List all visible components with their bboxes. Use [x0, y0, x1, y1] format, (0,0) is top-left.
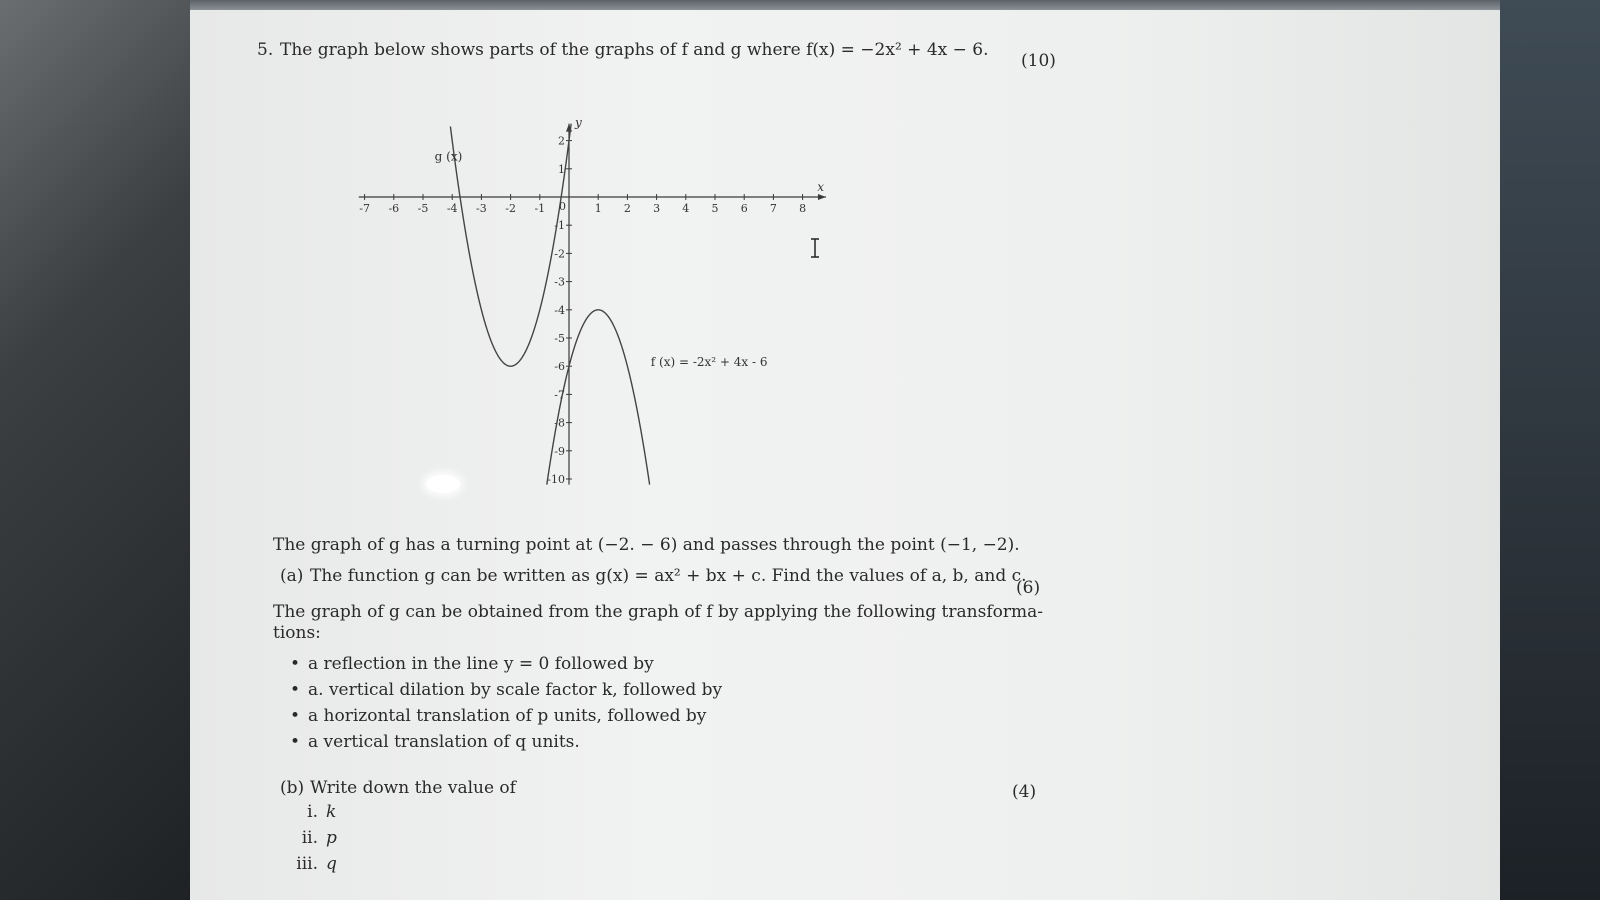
worksheet-page	[190, 10, 1500, 900]
list-item: • a horizontal translation of p units, followed by	[290, 706, 722, 732]
sub-item-var: q	[326, 854, 337, 874]
part-b-marks: (4)	[1012, 782, 1037, 802]
y-tick-label: 2	[558, 134, 565, 148]
question-stem: The graph below shows parts of the graphs of f and g where f(x) = −2x² + 4x − 6.	[280, 40, 989, 60]
y-tick-label: -7	[554, 388, 565, 402]
transform-intro-line2: tions:	[273, 623, 321, 643]
x-tick-label: -2	[505, 202, 516, 215]
graph-curves	[450, 124, 649, 485]
y-tick-label: -4	[554, 303, 565, 317]
y-tick-label: 1	[558, 162, 565, 176]
part-a-text: The function g can be written as g(x) = ax² + bx + c. Find the values of a, b, and c.	[310, 566, 1027, 586]
x-axis-label: x	[817, 180, 824, 194]
x-axis-arrow	[818, 194, 826, 200]
y-axis-label: y	[575, 115, 582, 130]
list-item: • a vertical translation of q units.	[290, 732, 722, 758]
list-item: • a. vertical dilation by scale factor k, followed by	[290, 680, 722, 706]
sub-item-label: iii.	[296, 854, 318, 874]
part-a-marks: (6)	[1016, 578, 1041, 598]
question-marks: (10)	[1021, 51, 1056, 71]
x-tick-label: 4	[682, 202, 690, 215]
y-tick-label: -6	[554, 360, 565, 374]
x-tick-label: 5	[711, 202, 719, 215]
part-b-text: Write down the value of	[310, 778, 516, 798]
sub-item-k	[290, 802, 336, 822]
question-number: 5.	[257, 40, 274, 60]
x-tick-label: 6	[740, 202, 748, 215]
graph-ticks	[359, 135, 806, 486]
sub-item-label: ii.	[301, 828, 318, 848]
y-tick-label: -9	[554, 444, 565, 458]
text-cursor-icon	[811, 239, 819, 257]
y-tick-label: -3	[554, 275, 565, 289]
sub-item-p	[290, 828, 337, 848]
g-curve-label: g (x)	[434, 149, 463, 164]
x-tick-label: 8	[799, 202, 807, 215]
screen-glare	[426, 475, 460, 493]
x-tick-label: 2	[623, 202, 631, 215]
monitor-bezel-top	[190, 0, 1500, 10]
x-tick-label: -4	[446, 202, 458, 215]
transformation-list	[290, 654, 722, 758]
monitor-bezel-right	[1500, 0, 1600, 900]
function-graph	[360, 110, 860, 490]
sub-item-label: i.	[307, 802, 318, 822]
x-tick-label: -5	[417, 202, 429, 215]
turning-point-text: The graph of g has a turning point at (−2. − 6) and passes through the point (−1, −2).	[273, 535, 1020, 555]
x-tick-label: -7	[359, 202, 370, 215]
x-tick-label: -3	[476, 202, 487, 215]
origin-label: 0	[559, 200, 566, 213]
y-tick-label: -1	[554, 219, 565, 233]
sub-item-var: p	[326, 828, 337, 848]
sub-item-var: k	[326, 802, 337, 822]
part-b-label: (b)	[280, 778, 305, 798]
x-tick-label: 3	[653, 202, 661, 215]
y-tick-label: -5	[554, 332, 565, 345]
x-tick-label: -1	[534, 202, 546, 215]
x-tick-label: 7	[769, 202, 777, 215]
sub-item-q	[290, 854, 337, 874]
x-tick-label: 1	[594, 202, 602, 215]
y-tick-label: -8	[554, 416, 565, 430]
y-tick-label: -2	[554, 247, 565, 261]
monitor-bezel-left	[0, 0, 190, 900]
g-curve	[450, 124, 571, 367]
y-tick-label: -10	[547, 473, 565, 486]
list-item: • a reflection in the line y = 0 followed by	[290, 654, 722, 680]
f-curve-label: f (x) = -2x² + 4x - 6	[650, 355, 768, 370]
x-tick-label: -6	[388, 202, 400, 215]
graph-axes	[359, 124, 826, 485]
transform-intro-line1: The graph of g can be obtained from the graph of f by applying the following transforma-	[273, 602, 1043, 622]
part-a-label: (a)	[280, 566, 304, 586]
